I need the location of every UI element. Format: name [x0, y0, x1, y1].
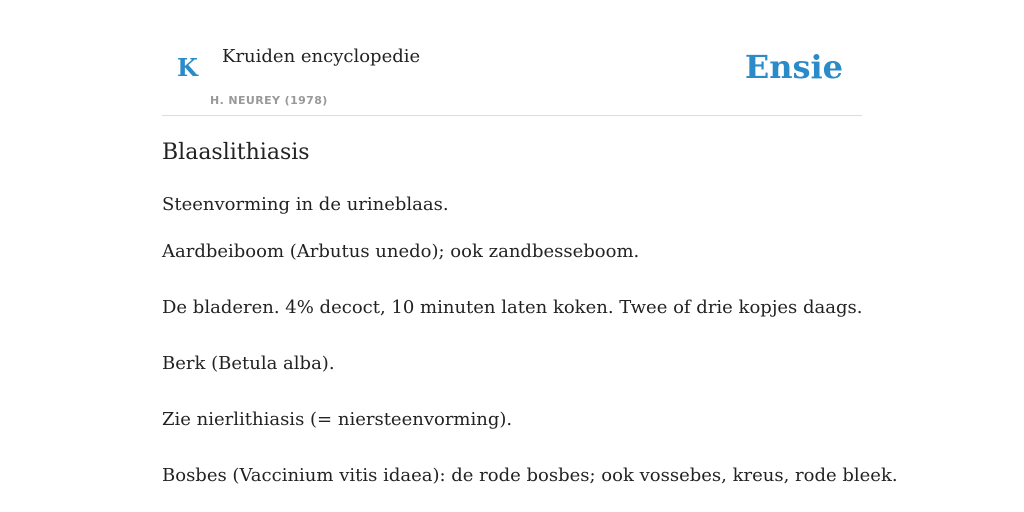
- book-title[interactable]: Kruiden encyclopedie: [222, 46, 421, 67]
- ensie-logo-link[interactable]: Ensie: [744, 48, 843, 86]
- book-author: H. NEUREY (1978): [210, 94, 328, 107]
- entry-paragraph: De bladeren. 4% decoct, 10 minuten laten koken. Twee of drie kopjes daags.: [162, 297, 863, 318]
- entry-paragraph: Aardbeiboom (Arbutus unedo); ook zandbesseboom.: [162, 241, 640, 262]
- book-header: [162, 0, 862, 116]
- entry-title: Blaaslithiasis: [162, 140, 310, 165]
- entry-paragraph: Steenvorming in de urineblaas.: [162, 194, 449, 215]
- page-container: [162, 0, 898, 486]
- book-logo[interactable]: K: [177, 53, 198, 82]
- entry-paragraph: Bosbes (Vaccinium vitis idaea): de rode bosbes; ook vossebes, kreus, rode bleek.: [162, 465, 898, 486]
- entry-paragraph: Berk (Betula alba).: [162, 353, 335, 374]
- entry-paragraph: Zie nierlithiasis (= niersteenvorming).: [162, 409, 513, 430]
